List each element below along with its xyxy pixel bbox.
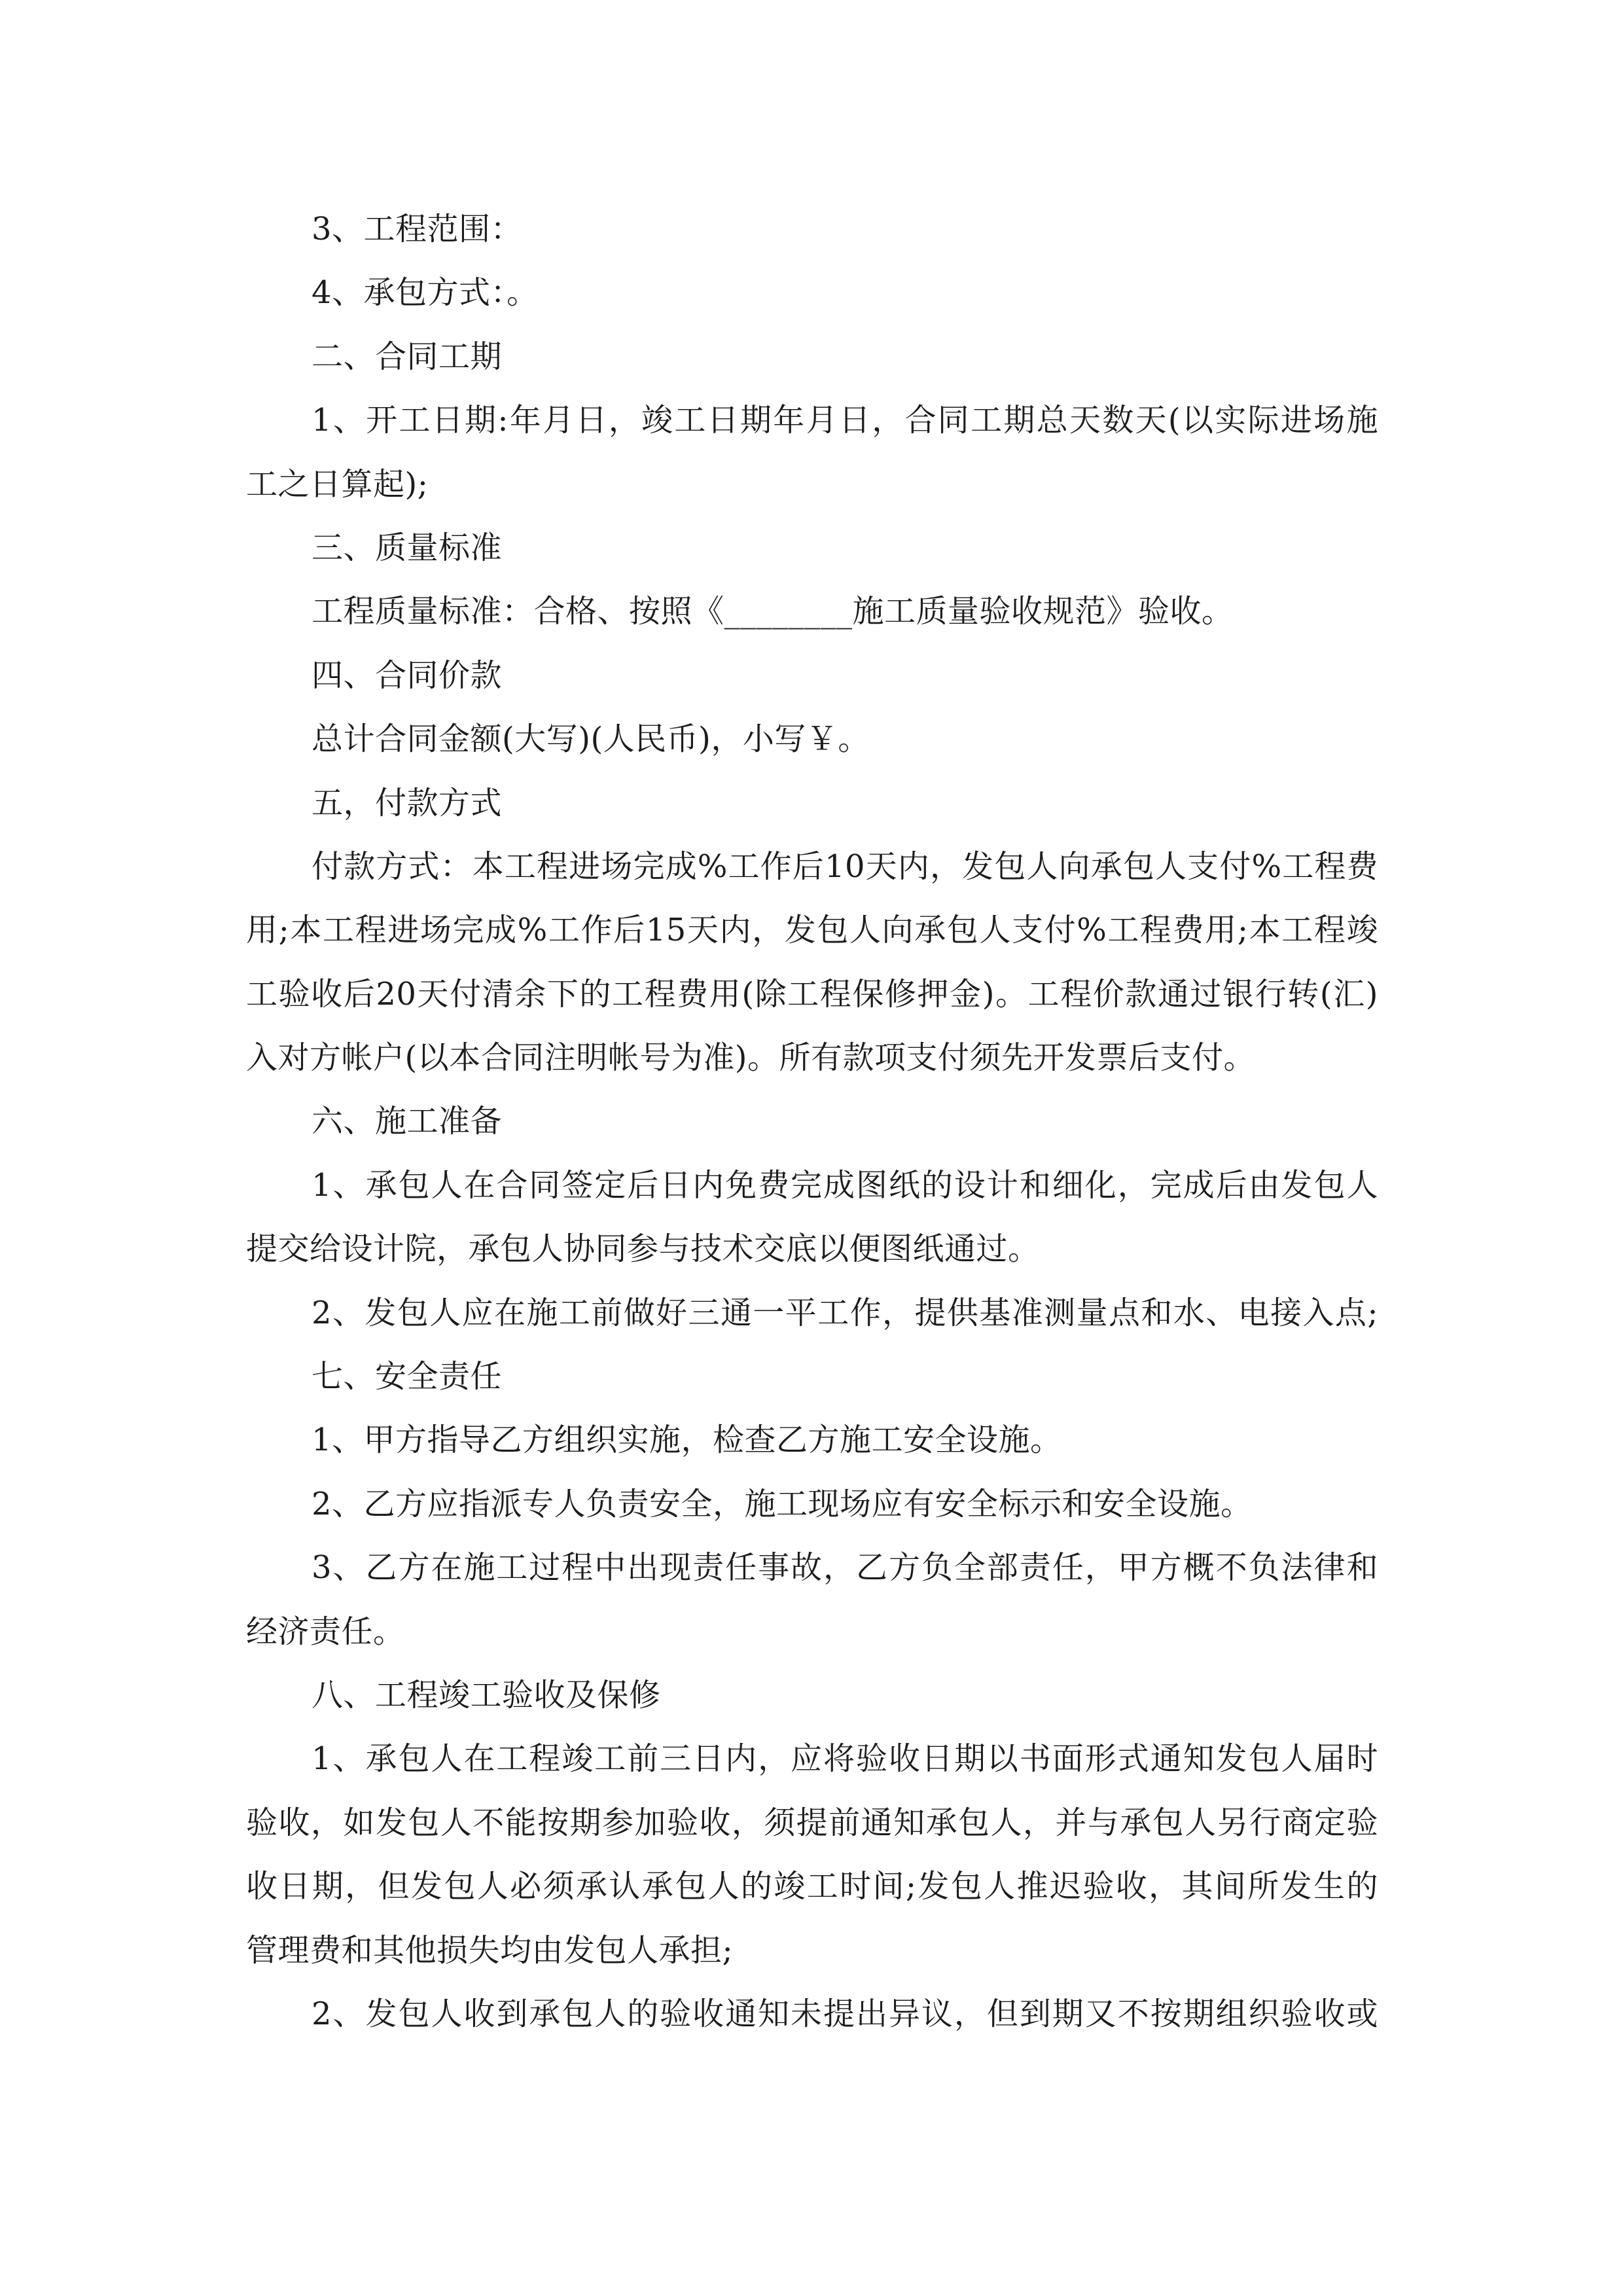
section-heading-text: 七、安全责任 (312, 1358, 503, 1395)
section-heading-text: 八、工程竣工验收及保修 (312, 1676, 661, 1713)
paragraph-line: 1、承包人在合同签定后日内免费完成图纸的设计和细化，完成后由发包人 (312, 1166, 1378, 1204)
paragraph-line: 入对方帐户(以本合同注明帐号为准)。所有款项支付须先开发票后支付。 (246, 1039, 1255, 1077)
section-heading-text: 二、合同工期 (312, 338, 503, 375)
paragraph-line: 验收，如发包人不能按期参加验收，须提前通知承包人，并与承包人另行商定验 (246, 1804, 1378, 1841)
paragraph-line: 1、甲方指导乙方组织实施，检查乙方施工安全设施。 (312, 1422, 1062, 1459)
section-heading-quality-standard (246, 516, 1378, 580)
paragraph-line: 工之日算起); (246, 465, 429, 503)
document-body (246, 198, 1378, 2046)
paragraph-line: 提交给设计院，承包人协同参与技术交底以便图纸通过。 (246, 1230, 1040, 1268)
clause-acceptance-objection (246, 1982, 1378, 2046)
section-heading-text: 五，付款方式 (312, 784, 503, 821)
clause-start-date (246, 389, 1378, 516)
paragraph-line: 1、承包人在工程竣工前三日内，应将验收日期以书面形式通知发包人届时 (312, 1740, 1378, 1778)
paragraph-line: 3、乙方在施工过程中出现责任事故，乙方负全部责任，甲方概不负法律和 (312, 1549, 1378, 1587)
clause-safety-guidance (246, 1408, 1378, 1472)
clause-payment-method (246, 835, 1378, 1090)
clause-contract-method (246, 261, 1378, 325)
paragraph-line: 3、工程范围： (312, 211, 523, 247)
paragraph-line: 付款方式：本工程进场完成%工作后10天内，发包人向承包人支付%工程费 (312, 848, 1378, 885)
paragraph-line: 工验收后20天付清余下的工程费用(除工程保修押金)。工程价款通过银行转(汇) (246, 975, 1378, 1013)
paragraph-line: 收日期，但发包人必须承认承包人的竣工时间;发包人推迟验收，其间所发生的 (246, 1868, 1378, 1905)
section-heading-acceptance-warranty (246, 1664, 1378, 1727)
clause-site-preparation (246, 1282, 1378, 1345)
paragraph-line: 工程质量标准：合格、按照《________施工质量验收规范》验收。 (312, 593, 1234, 630)
section-heading-contract-period (246, 325, 1378, 389)
paragraph-line: 用;本工程进场完成%工作后15天内，发包人向承包人支付%工程费用;本工程竣 (246, 912, 1378, 949)
clause-drawings-design (246, 1154, 1378, 1282)
paragraph-line: 1、开工日期:年月日，竣工日期年月日，合同工期总天数天(以实际进场施 (312, 402, 1378, 439)
section-heading-contract-price (246, 644, 1378, 708)
paragraph-line: 管理费和其他损失均由发包人承担; (246, 1931, 734, 1969)
paragraph-line: 2、发包人收到承包人的验收通知未提出异议，但到期又不按期组织验收或 (312, 1995, 1378, 2032)
paragraph-line: 2、乙方应指派专人负责安全，施工现场应有安全标示和安全设施。 (312, 1485, 1253, 1522)
clause-accident-liability (246, 1536, 1378, 1664)
section-heading-text: 三、质量标准 (312, 529, 503, 566)
section-heading-payment-method (246, 772, 1378, 835)
clause-contract-amount (246, 708, 1378, 771)
paragraph-line: 总计合同金额(大写)(人民币)，小写￥。 (312, 721, 870, 758)
paragraph-line: 2、发包人应在施工前做好三通一平工作，提供基准测量点和水、电接入点; (312, 1294, 1378, 1331)
clause-acceptance-notice (246, 1727, 1378, 1982)
clause-safety-personnel (246, 1473, 1378, 1536)
section-heading-safety (246, 1345, 1378, 1408)
section-heading-text: 六、施工准备 (312, 1103, 503, 1140)
paragraph-line: 经济责任。 (246, 1613, 405, 1650)
section-heading-text: 四、合同价款 (312, 656, 503, 694)
section-heading-construction-prep (246, 1090, 1378, 1153)
clause-quality-standard (246, 580, 1378, 643)
clause-project-scope (246, 198, 1378, 261)
paragraph-line: 4、承包方式：。 (312, 274, 539, 312)
